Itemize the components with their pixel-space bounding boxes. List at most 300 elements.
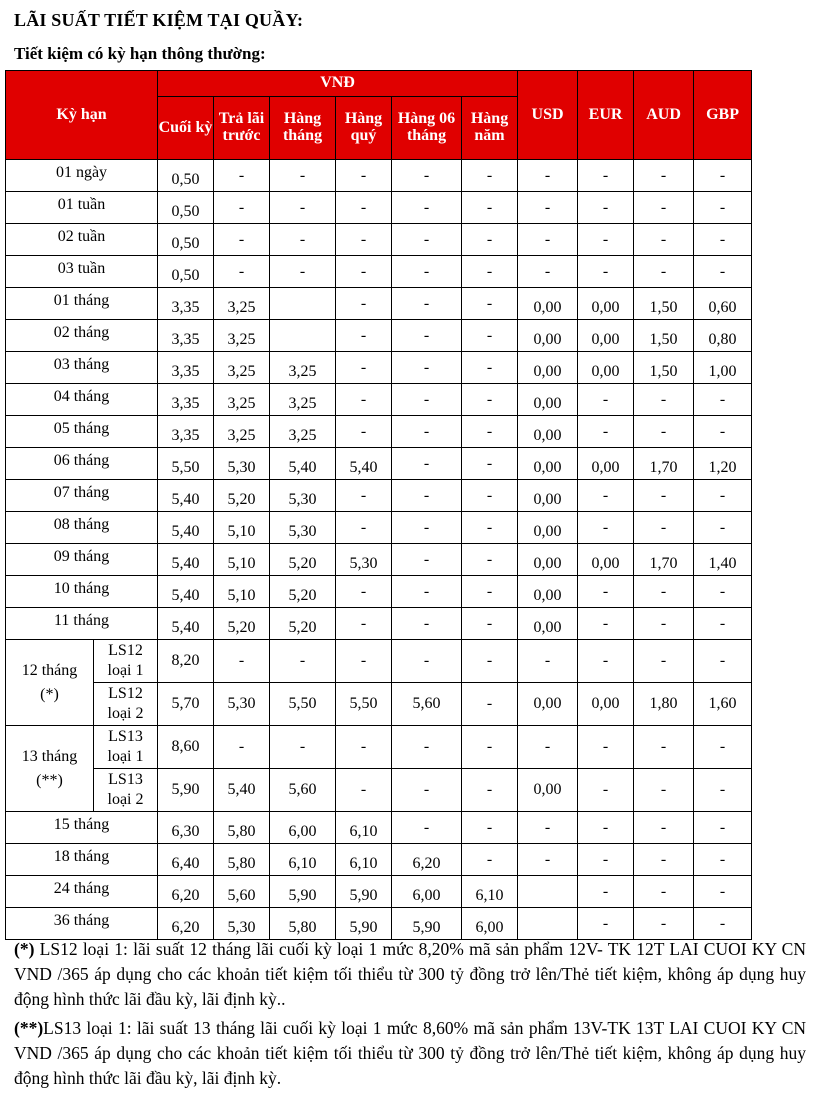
rate-cell: 6,00 xyxy=(392,876,462,908)
rate-cell xyxy=(270,288,336,320)
rate-cell: - xyxy=(694,908,752,940)
rate-cell: 0,00 xyxy=(518,769,578,812)
rate-cell: - xyxy=(634,812,694,844)
rate-cell: 3,25 xyxy=(270,384,336,416)
rate-cell: 3,35 xyxy=(158,384,214,416)
rate-cell: - xyxy=(694,769,752,812)
rate-cell: - xyxy=(578,876,634,908)
table-row xyxy=(6,844,752,876)
rate-cell: - xyxy=(578,608,634,640)
rate-cell: 1,70 xyxy=(634,448,694,480)
rate-cell: - xyxy=(578,384,634,416)
rate-cell: - xyxy=(694,640,752,683)
rate-cell: - xyxy=(694,256,752,288)
rate-cell: - xyxy=(694,844,752,876)
term-cell: 02 tháng xyxy=(6,320,158,352)
rate-cell: 3,25 xyxy=(214,320,270,352)
rate-cell: - xyxy=(336,352,392,384)
rate-cell: 0,00 xyxy=(578,352,634,384)
rate-cell: - xyxy=(578,160,634,192)
rate-cell: 0,50 xyxy=(158,192,214,224)
table-row xyxy=(6,726,752,769)
vnd-col-hang-nam: Hàng năm xyxy=(462,97,518,160)
rate-cell: - xyxy=(392,480,462,512)
rate-cell: - xyxy=(462,448,518,480)
rate-cell: - xyxy=(694,876,752,908)
product-type: loại 2 xyxy=(107,791,144,808)
vnd-group-header: VNĐ xyxy=(158,71,518,97)
table-row xyxy=(6,544,752,576)
rate-cell: 0,00 xyxy=(518,608,578,640)
interest-rate-table xyxy=(5,70,752,940)
rate-cell: 6,20 xyxy=(392,844,462,876)
rate-cell: - xyxy=(336,769,392,812)
rate-cell: - xyxy=(392,448,462,480)
term-cell: 05 tháng xyxy=(6,416,158,448)
rate-cell: 5,30 xyxy=(270,512,336,544)
section-subtitle: Tiết kiệm có kỳ hạn thông thường: xyxy=(14,44,266,63)
term-header: Kỳ hạn xyxy=(6,71,158,160)
rate-cell: 5,70 xyxy=(158,683,214,726)
rate-cell: 5,80 xyxy=(214,812,270,844)
term-cell: 04 tháng xyxy=(6,384,158,416)
rate-cell xyxy=(518,908,578,940)
rate-cell: 1,20 xyxy=(694,448,752,480)
rate-cell: 6,10 xyxy=(462,876,518,908)
table-row xyxy=(6,769,752,812)
rate-cell: - xyxy=(214,192,270,224)
rate-cell: 5,90 xyxy=(336,876,392,908)
table-header xyxy=(6,71,752,160)
rate-cell: - xyxy=(462,640,518,683)
rate-cell: 5,10 xyxy=(214,576,270,608)
rate-cell: - xyxy=(634,576,694,608)
rate-cell: - xyxy=(694,192,752,224)
footnote-mark: (**) xyxy=(14,1018,44,1038)
rate-cell: 6,20 xyxy=(158,876,214,908)
rate-cell: - xyxy=(392,544,462,576)
rate-cell: 1,60 xyxy=(694,683,752,726)
rate-cell: - xyxy=(634,512,694,544)
rate-cell: - xyxy=(336,256,392,288)
rate-cell: - xyxy=(214,640,270,683)
rate-cell: - xyxy=(392,320,462,352)
rate-cell: 5,60 xyxy=(214,876,270,908)
rate-cell: - xyxy=(634,160,694,192)
rate-cell: - xyxy=(462,812,518,844)
rate-cell: 1,50 xyxy=(634,352,694,384)
table-row xyxy=(6,576,752,608)
term-cell: 03 tháng xyxy=(6,352,158,384)
table-row xyxy=(6,812,752,844)
rate-cell: - xyxy=(462,224,518,256)
rate-cell: 0,00 xyxy=(518,480,578,512)
table-row xyxy=(6,876,752,908)
rate-cell: 0,00 xyxy=(518,288,578,320)
rate-cell: 5,30 xyxy=(270,480,336,512)
rate-cell: - xyxy=(214,224,270,256)
rate-cell: - xyxy=(462,544,518,576)
rate-cell: 5,10 xyxy=(214,512,270,544)
rate-cell: 1,50 xyxy=(634,288,694,320)
table-row xyxy=(6,448,752,480)
rate-cell: - xyxy=(270,256,336,288)
rate-cell: - xyxy=(634,416,694,448)
rate-cell: - xyxy=(462,192,518,224)
rate-cell: 5,30 xyxy=(336,544,392,576)
rate-cell: - xyxy=(392,608,462,640)
rate-cell: - xyxy=(336,640,392,683)
rate-cell: - xyxy=(694,224,752,256)
product-code: LS13 xyxy=(108,771,143,788)
rate-cell: 5,40 xyxy=(158,512,214,544)
term-group-cell xyxy=(6,726,94,812)
rate-cell: 0,00 xyxy=(518,448,578,480)
rate-cell: 0,00 xyxy=(518,576,578,608)
vnd-col-cuoi-ky: Cuối kỳ xyxy=(158,97,214,160)
rate-cell: - xyxy=(578,844,634,876)
rate-cell: 5,40 xyxy=(158,544,214,576)
rate-cell: - xyxy=(392,769,462,812)
rate-cell: - xyxy=(392,416,462,448)
term-cell: 01 tuần xyxy=(6,192,158,224)
rate-cell: 5,40 xyxy=(270,448,336,480)
rate-cell: 3,25 xyxy=(214,288,270,320)
table-row xyxy=(6,608,752,640)
footnote-1 xyxy=(14,937,806,1012)
rate-cell: 0,00 xyxy=(518,544,578,576)
product-code: LS12 xyxy=(108,685,143,702)
rate-cell: 1,00 xyxy=(694,352,752,384)
rate-cell: - xyxy=(462,480,518,512)
product-cell xyxy=(94,769,158,812)
rate-cell: - xyxy=(270,160,336,192)
rate-cell: - xyxy=(270,192,336,224)
rate-cell: - xyxy=(518,256,578,288)
rate-cell: 3,25 xyxy=(270,352,336,384)
rate-cell: 5,80 xyxy=(270,908,336,940)
rate-cell: - xyxy=(270,640,336,683)
rate-cell: - xyxy=(578,416,634,448)
vnd-col-hang-06-thang: Hàng 06 tháng xyxy=(392,97,462,160)
table-row xyxy=(6,908,752,940)
rate-cell: - xyxy=(694,608,752,640)
rate-cell: 0,50 xyxy=(158,160,214,192)
rate-cell: 3,35 xyxy=(158,320,214,352)
rate-cell: 5,20 xyxy=(270,544,336,576)
rate-cell: 5,30 xyxy=(214,908,270,940)
rate-cell: - xyxy=(392,384,462,416)
footnote-text: LS13 loại 1: lãi suất 13 tháng lãi cuối kỳ loại 1 mức 8,60% mã sản phẩm 13V-TK 13T LAI CUOI KY CN VND /365 áp dụng cho các khoản tiết kiệm tối thiểu từ 300 tỷ đồng trở lên/Thẻ tiết kiệm, không áp dụng huy động hình thức lãi đầu kỳ, lãi định kỳ. xyxy=(14,1018,806,1088)
rate-cell: 3,35 xyxy=(158,416,214,448)
product-code: LS12 xyxy=(108,642,143,659)
table-row xyxy=(6,320,752,352)
rate-cell: - xyxy=(634,876,694,908)
rate-cell: 0,00 xyxy=(578,288,634,320)
term-group-label: 12 tháng xyxy=(21,661,78,679)
rate-cell: - xyxy=(462,608,518,640)
rate-cell: - xyxy=(392,812,462,844)
term-cell: 18 tháng xyxy=(6,844,158,876)
footnote-mark: (*) xyxy=(14,939,35,959)
rate-cell: - xyxy=(634,480,694,512)
table-body xyxy=(6,160,752,940)
rate-cell: - xyxy=(518,160,578,192)
rate-cell: - xyxy=(336,288,392,320)
rate-cell: - xyxy=(462,384,518,416)
rate-cell: - xyxy=(392,352,462,384)
rate-cell: 1,70 xyxy=(634,544,694,576)
rate-cell: - xyxy=(462,320,518,352)
term-cell: 15 tháng xyxy=(6,812,158,844)
table-row xyxy=(6,288,752,320)
rate-cell: - xyxy=(462,726,518,769)
rate-cell: - xyxy=(462,576,518,608)
rate-cell: 0,00 xyxy=(518,320,578,352)
rate-cell: - xyxy=(578,480,634,512)
table-row xyxy=(6,512,752,544)
rate-cell: - xyxy=(336,608,392,640)
term-cell: 09 tháng xyxy=(6,544,158,576)
rate-cell: - xyxy=(336,480,392,512)
rate-cell: 6,00 xyxy=(270,812,336,844)
term-group-cell xyxy=(6,640,94,726)
rate-cell: 5,30 xyxy=(214,448,270,480)
term-cell: 24 tháng xyxy=(6,876,158,908)
rate-cell: 8,20 xyxy=(158,640,214,683)
rate-cell: 5,10 xyxy=(214,544,270,576)
rate-cell: 5,30 xyxy=(214,683,270,726)
rate-cell: 0,00 xyxy=(518,416,578,448)
rate-cell: 3,25 xyxy=(214,352,270,384)
product-type: loại 1 xyxy=(107,662,144,679)
rate-cell: - xyxy=(392,288,462,320)
rate-cell: 6,00 xyxy=(462,908,518,940)
term-cell: 06 tháng xyxy=(6,448,158,480)
footnote-2 xyxy=(14,1016,806,1091)
rate-cell: 5,20 xyxy=(270,608,336,640)
rate-cell: 3,25 xyxy=(270,416,336,448)
vnd-col-tra-lai-truoc: Trả lãi trước xyxy=(214,97,270,160)
rate-cell: 5,60 xyxy=(392,683,462,726)
rate-cell: 1,50 xyxy=(634,320,694,352)
rate-cell: - xyxy=(518,192,578,224)
rate-cell: - xyxy=(578,812,634,844)
rate-cell: - xyxy=(634,908,694,940)
rate-cell: 5,40 xyxy=(158,576,214,608)
rate-cell: 6,30 xyxy=(158,812,214,844)
rate-cell: 5,90 xyxy=(158,769,214,812)
term-cell: 10 tháng xyxy=(6,576,158,608)
rate-cell: - xyxy=(518,640,578,683)
product-cell xyxy=(94,683,158,726)
rate-cell: - xyxy=(634,640,694,683)
rate-cell: - xyxy=(214,160,270,192)
product-code: LS13 xyxy=(108,728,143,745)
rate-cell: - xyxy=(694,726,752,769)
rate-cell: - xyxy=(392,224,462,256)
rate-cell: - xyxy=(578,576,634,608)
rate-cell: 5,50 xyxy=(336,683,392,726)
rate-cell: 6,10 xyxy=(336,812,392,844)
term-cell: 01 ngày xyxy=(6,160,158,192)
rate-cell: 3,35 xyxy=(158,352,214,384)
rate-cell: 8,60 xyxy=(158,726,214,769)
rate-cell: - xyxy=(518,726,578,769)
rate-cell: 5,20 xyxy=(214,608,270,640)
rate-cell: 5,90 xyxy=(270,876,336,908)
rate-cell: - xyxy=(392,512,462,544)
rate-cell: - xyxy=(578,726,634,769)
rate-cell: 5,60 xyxy=(270,769,336,812)
table-row xyxy=(6,384,752,416)
rate-cell: - xyxy=(336,416,392,448)
rate-cell: - xyxy=(392,256,462,288)
term-cell: 02 tuần xyxy=(6,224,158,256)
rate-cell: - xyxy=(392,576,462,608)
rate-cell: - xyxy=(634,384,694,416)
rate-cell: - xyxy=(392,640,462,683)
rate-cell: 5,40 xyxy=(214,769,270,812)
rate-cell: 5,20 xyxy=(214,480,270,512)
rate-cell: - xyxy=(336,192,392,224)
rate-cell: - xyxy=(518,224,578,256)
rate-cell: - xyxy=(392,192,462,224)
rate-cell: 6,40 xyxy=(158,844,214,876)
rate-cell: - xyxy=(634,726,694,769)
rate-cell: 5,20 xyxy=(270,576,336,608)
rate-cell: - xyxy=(336,384,392,416)
rate-cell: - xyxy=(462,769,518,812)
term-cell: 01 tháng xyxy=(6,288,158,320)
rate-cell: - xyxy=(462,160,518,192)
rate-cell: - xyxy=(694,416,752,448)
product-type: loại 2 xyxy=(107,705,144,722)
rate-cell: 5,40 xyxy=(158,480,214,512)
rate-cell: - xyxy=(392,160,462,192)
rate-cell: - xyxy=(270,224,336,256)
rate-cell: - xyxy=(694,384,752,416)
rate-cell: 0,00 xyxy=(518,352,578,384)
rate-cell: 0,00 xyxy=(518,683,578,726)
rate-cell: - xyxy=(634,844,694,876)
rate-cell: 6,10 xyxy=(270,844,336,876)
table-row xyxy=(6,480,752,512)
table-row xyxy=(6,224,752,256)
rate-cell: - xyxy=(578,769,634,812)
rate-cell: - xyxy=(214,256,270,288)
rate-cell: - xyxy=(462,683,518,726)
rate-cell: 0,00 xyxy=(578,683,634,726)
rate-cell: 5,40 xyxy=(158,608,214,640)
rate-cell: - xyxy=(634,256,694,288)
rate-cell: 0,00 xyxy=(578,544,634,576)
rate-cell: 5,80 xyxy=(214,844,270,876)
rate-cell: - xyxy=(214,726,270,769)
term-cell: 03 tuần xyxy=(6,256,158,288)
rate-cell: 5,50 xyxy=(158,448,214,480)
rate-cell: - xyxy=(336,576,392,608)
rate-cell xyxy=(518,876,578,908)
rate-cell: 5,90 xyxy=(392,908,462,940)
rate-cell: - xyxy=(462,256,518,288)
rate-cell: - xyxy=(518,812,578,844)
currency-header-eur: EUR xyxy=(578,71,634,160)
rate-cell: - xyxy=(634,769,694,812)
rate-cell: 6,20 xyxy=(158,908,214,940)
term-group-mark: (*) xyxy=(40,685,59,703)
rate-cell: 3,25 xyxy=(214,384,270,416)
page-title: LÃI SUẤT TIẾT KIỆM TẠI QUẦY: xyxy=(14,10,304,30)
rate-cell: 5,40 xyxy=(336,448,392,480)
term-group-mark: (**) xyxy=(36,771,63,789)
rate-cell: - xyxy=(634,192,694,224)
rate-cell: - xyxy=(578,192,634,224)
rate-cell: - xyxy=(462,288,518,320)
rate-cell: - xyxy=(634,608,694,640)
rate-cell: - xyxy=(392,726,462,769)
vnd-col-hang-thang: Hàng tháng xyxy=(270,97,336,160)
product-cell xyxy=(94,726,158,769)
rate-cell: - xyxy=(578,256,634,288)
rate-cell: - xyxy=(462,844,518,876)
rate-cell: 0,50 xyxy=(158,256,214,288)
rate-cell: 5,90 xyxy=(336,908,392,940)
rate-cell: 0,00 xyxy=(578,448,634,480)
footnotes xyxy=(14,937,806,1095)
currency-header-usd: USD xyxy=(518,71,578,160)
rate-cell: - xyxy=(634,224,694,256)
rate-cell: - xyxy=(336,224,392,256)
rate-cell: - xyxy=(578,640,634,683)
rate-cell: 0,60 xyxy=(694,288,752,320)
rate-cell: - xyxy=(336,726,392,769)
rate-cell: - xyxy=(462,416,518,448)
rate-cell: 0,00 xyxy=(518,384,578,416)
vnd-col-hang-quy: Hàng quý xyxy=(336,97,392,160)
product-type: loại 1 xyxy=(107,748,144,765)
rate-cell: - xyxy=(270,726,336,769)
rate-cell: - xyxy=(578,512,634,544)
term-cell: 07 tháng xyxy=(6,480,158,512)
rate-cell: 5,50 xyxy=(270,683,336,726)
rate-cell: 0,00 xyxy=(578,320,634,352)
rate-cell: - xyxy=(336,320,392,352)
rate-cell xyxy=(270,320,336,352)
rate-cell: - xyxy=(462,512,518,544)
currency-header-aud: AUD xyxy=(634,71,694,160)
rate-cell: 1,40 xyxy=(694,544,752,576)
table-row xyxy=(6,416,752,448)
rate-cell: - xyxy=(518,844,578,876)
rate-cell: - xyxy=(694,812,752,844)
table-row xyxy=(6,256,752,288)
rate-cell: - xyxy=(462,352,518,384)
rate-cell: - xyxy=(336,512,392,544)
rate-cell: - xyxy=(694,160,752,192)
rate-cell: 0,00 xyxy=(518,512,578,544)
table-row xyxy=(6,683,752,726)
rate-cell: - xyxy=(578,224,634,256)
term-cell: 11 tháng xyxy=(6,608,158,640)
table-row xyxy=(6,352,752,384)
rate-cell: 3,35 xyxy=(158,288,214,320)
rate-cell: - xyxy=(578,908,634,940)
rate-cell: 0,80 xyxy=(694,320,752,352)
footnote-text: LS12 loại 1: lãi suất 12 tháng lãi cuối kỳ loại 1 mức 8,20% mã sản phẩm 12V- TK 12T LAI CUOI KY CN VND /365 áp dụng cho các khoản tiết kiệm tối thiểu từ 300 tỷ đồng trở lên/Thẻ tiết kiệm, không áp dụng huy động hình thức lãi đầu kỳ, lãi định kỳ.. xyxy=(14,939,806,1009)
rate-cell: - xyxy=(336,160,392,192)
rate-cell: 1,80 xyxy=(634,683,694,726)
